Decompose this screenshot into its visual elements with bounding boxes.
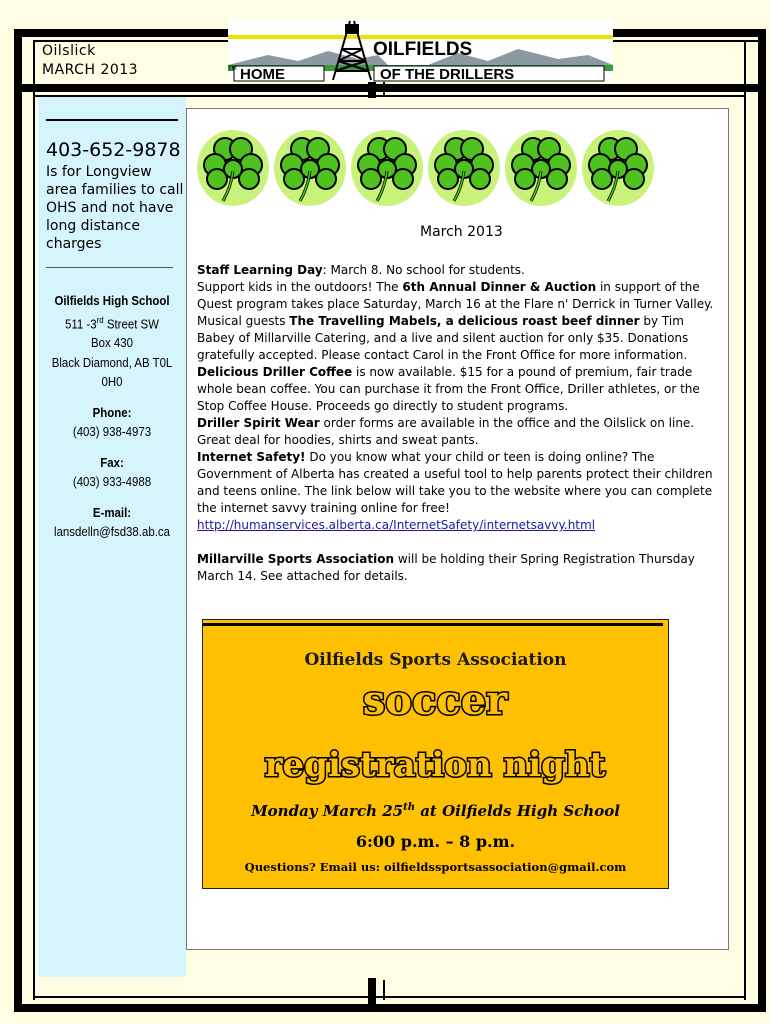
internet-safety-link[interactable]: http://humanservices.alberta.ca/InternetSafety/internetsavvy.html xyxy=(197,518,596,532)
school-city: Black Diamond, AB T0L xyxy=(51,354,173,370)
announcement-staff-day: Staff Learning Day: March 8. No school for students. xyxy=(197,263,525,277)
svg-text:HOME: HOME xyxy=(240,66,285,82)
school-box: Box 430 xyxy=(91,335,133,351)
address-superscript: rd xyxy=(96,314,104,325)
svg-text:TM: TM xyxy=(228,66,237,72)
fax-label: Fax: xyxy=(100,454,124,470)
soccer-registration-flyer xyxy=(202,619,669,889)
frame-border-left xyxy=(14,29,22,1012)
shamrock-icon xyxy=(195,127,271,209)
email-value[interactable]: lansdelln@fsd38.ab.ca xyxy=(54,524,170,540)
phone-value: (403) 938-4973 xyxy=(72,424,152,440)
school-contact xyxy=(47,291,177,542)
school-postal: 0H0 xyxy=(101,374,123,390)
main-content xyxy=(186,108,729,950)
announcement-internet-safety: Internet Safety! Do you know what your child or teen is doing online? The Government of Alberta has created a useful tool to help parents protect their children and teens online. The link below will take you to the website where you can complete the internet savvy training online for free! xyxy=(197,450,713,515)
svg-text:soccer: soccer xyxy=(362,678,508,724)
school-logo xyxy=(228,19,613,82)
email-label: E-mail: xyxy=(92,504,132,520)
content-date: March 2013 xyxy=(420,224,503,240)
shamrock-icon xyxy=(426,127,502,209)
frame-border-right xyxy=(758,29,766,1012)
shamrock-icon xyxy=(503,127,579,209)
frame-border-right-inner xyxy=(744,40,746,1000)
frame-stub xyxy=(383,82,385,97)
frame-stub xyxy=(383,980,385,1000)
announcements xyxy=(197,262,717,585)
sidebar-phone-number: 403-652-9878 xyxy=(46,139,181,161)
announcement-dinner-auction: Support kids in the outdoors! The 6th Annual Dinner & Auction in support of the Quest program takes place Saturday, March 16 at the Flare n' Derrick in Turner Valley. Musical guests The Travelling Mabels, a delicious roast beef dinner by Tim Babey of Millarville Catering, and a live and silent auction for only $35. Donations gratefully accepted. Please contact Carol in the Front Office for more information. xyxy=(197,280,714,362)
school-name: Oilfields High School xyxy=(54,293,170,308)
newsletter-issue xyxy=(42,42,138,80)
frame-border-bottom-inner xyxy=(33,996,746,998)
divider xyxy=(46,119,178,121)
flyer-contact: Questions? Email us: oilfieldssportsassociation@gmail.com xyxy=(244,860,627,874)
shamrock-icon xyxy=(349,127,425,209)
sidebar-phone-note: Is for Longview area families to call OHS and not have long distance charges xyxy=(46,164,184,252)
frame-border-bottom xyxy=(14,1004,766,1012)
announcement-sports-association: Millarville Sports Association will be holding their Spring Registration Thursday March 14. See attached for details. xyxy=(197,552,695,583)
newsletter-name: Oilslick xyxy=(42,43,96,59)
fax-value: (403) 933-4988 xyxy=(72,474,152,490)
address-street: Street SW xyxy=(103,315,159,331)
newsletter-month: MARCH 2013 xyxy=(42,62,139,78)
svg-text:registration night: registration night xyxy=(264,745,606,785)
flyer-headline-soccer xyxy=(203,678,668,730)
frame-header-band xyxy=(22,84,758,92)
frame-stub xyxy=(368,978,376,1012)
oil-derrick-icon xyxy=(333,21,371,80)
divider xyxy=(46,267,173,268)
flyer-headline-registration xyxy=(203,740,668,792)
shamrock-icon xyxy=(580,127,656,209)
phone-label: Phone: xyxy=(92,404,132,420)
school-address xyxy=(47,311,177,334)
flyer-top-rule xyxy=(203,623,663,626)
svg-text:OF THE DRILLERS: OF THE DRILLERS xyxy=(380,66,515,82)
shamrock-icon xyxy=(272,127,348,209)
flyer-organization: Oilfields Sports Association xyxy=(304,650,567,670)
announcement-coffee: Delicious Driller Coffee is now available. $15 for a pound of premium, fair trade whole bean coffee. You can purchase it from the Front Office, Driller athletes, or the Stop Coffee House. Proceeds go directly to student programs. xyxy=(197,365,700,413)
frame-border-left-inner xyxy=(33,40,35,1000)
flyer-date: Monday March 25th at Oilfields High School xyxy=(251,802,620,820)
announcement-spirit-wear: Driller Spirit Wear order forms are available in the office and the Oilslick on line. Great deal for hoodies, shirts and sweat pants. xyxy=(197,416,695,447)
flyer-time: 6:00 p.m. – 8 p.m. xyxy=(355,832,516,851)
shamrock-row xyxy=(195,127,656,209)
svg-text:OILFIELDS: OILFIELDS xyxy=(373,39,473,60)
address-number: 511 -3 xyxy=(65,315,97,331)
sidebar xyxy=(38,97,186,977)
